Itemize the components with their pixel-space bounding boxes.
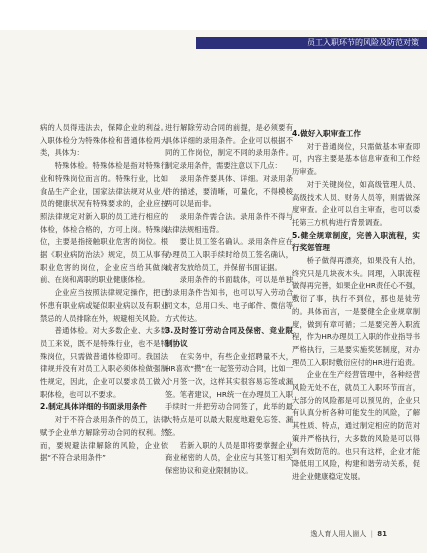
section-heading: 4.做好入职审查工作	[292, 129, 361, 138]
paragraph: 要让员工签名确认。录用条件应在办理员工入职手续时给员工签名确认，或者发放给员工，并保留书面证据。	[165, 237, 293, 272]
paragraph: 企业应当按照法律规定操作，把已怀患有职业病或疑似职业病以及有职业禁忌的人员排除在外，规避相关风险。	[40, 288, 168, 323]
paragraph: 企业在生产经营管理中，各种经营风险无处不在，就员工入职环节而言，大部分的风险都是可以预见的，企业只有认真分析各种可能发生的风险，了解其性质、特点，通过制定相应的防范对策并严格执行，大多数的风险是可以得到有效防范的。也只有这样，企业才能降低用工风险，构建和谐劳动关系，促进企业健康稳定发展。	[292, 370, 420, 481]
paragraph: 录用条件需合法。录用条件不得与法律法规相违背。	[165, 211, 293, 234]
text-column-2	[165, 122, 293, 475]
paragraph: 普通体检。对大多数企业、大多数员工来说，既不是特殊行业，也不是特殊岗位，只需做普通体检即可。我国法律规并没有对员工入职必须体检做强制性规定，因此，企业可以要求员工做入职体检，也可以不要求。	[40, 326, 168, 399]
text-column-3	[292, 128, 420, 508]
paragraph: 对于关键岗位，如高级管理人员、高级技术人员、财务人员等，则需做深度审查。企业可以自主审查，也可以委托第三方机构进行背景调查。	[292, 179, 420, 227]
footer-separator: |	[370, 530, 374, 538]
magazine-name: 逸人育人用人崮人	[310, 530, 367, 538]
section-heading: 2.制定具体详细的书面录用条件	[40, 402, 147, 412]
section-heading: 5.健全规章制度，完善入职流程，实行奖惩管理	[292, 230, 420, 253]
paragraph: 录用条件要具体、详细。对录用条件的描述，要清晰，可量化，不得模棱两可以是而非。	[165, 173, 293, 209]
section-heading: 3.及时签订劳动合同及保密、竞业限制协议	[165, 326, 293, 348]
running-header-title: 员工入职环节的风险及防范对策	[307, 38, 419, 47]
paragraph: 桥子做得再漂亮，如果没有人抬，终究只是几块夜木头。同理，入职流程做得再完善，如果企业HR责任心不强，敷衍了事，执行不到位，那也是徒劳的。具体而言，一是要健全企业规章制度，做到有章可循；二是要完善入职流程，作为HR办理员工入职的作业指导书严格执行，三是要实施奖惩制度，对办理员工入职时敷衍应付的HR进行追责。	[292, 256, 420, 367]
paragraph: 对于不符合录用条件的员工，法律赋予企业单方解除劳动合同的权利。然而，要规避法律解除的风险，企业依据“不符合录用条件”	[40, 415, 168, 463]
text-column-1	[40, 122, 168, 530]
paragraph: 特殊体检。特殊体检是指对特殊行业和特殊岗位而言的。特殊行业，比如食品生产企业，国家法律法规对从业人员的健康状况有特殊要求的，企业应按照法律规定对新入职的员工进行相应的体检，体检合格的，方可上岗。特殊岗位，主要是指接触职业危害的岗位。根据《职业病防治法》规定，员工从事有职业危害的岗位，企业应当给其做岗前、在岗和离职的职业健康体检。	[40, 161, 168, 285]
paragraph: 进行解除劳动合同的前提，是必须要有具体详细的录用条件。企业可以根据不同的工作岗位，制定不同的录用条件。制定录用条件，需要注意以下几点：	[165, 123, 293, 171]
paragraph: 对于普通岗位，只需做基本审查即可，内容主要是基本信息审查和工作经历审查。	[292, 141, 420, 177]
paragraph: 病的人员得违法去，保障企业的利益。入职体检分为特殊体检和普通体检两大类，具体为：	[40, 123, 168, 158]
page-footer	[310, 529, 387, 539]
paragraph: 在实务中，有些企业招聘量不大，HR喜欢“攒”在一起签劳动合同，比如一个月签一次，这样其实很容易忘签或漏签。笔者建议，HR统一在办理员工入职手续时一并把劳动合同签了，此举的最大特点是可以最大限度地避免忘签、漏签。	[165, 351, 293, 437]
header-band	[0, 0, 427, 30]
paragraph: 若新入职的人员是即将要掌握企业商业秘密的人员，企业应与其签订相关保密协议和竞业限制协议。	[165, 440, 293, 475]
paragraph: 录用条件的书面载体，可以是单独的录用条件告知书，也可以写入劳动合同文本，总用口头、电子邮件、微信等方式传达。	[165, 275, 293, 323]
page-number: 81	[377, 530, 387, 538]
